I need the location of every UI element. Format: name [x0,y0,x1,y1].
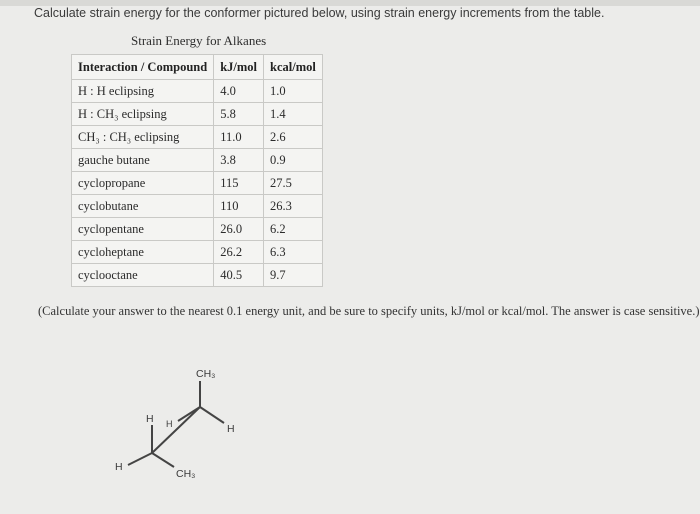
row-kj: 110 [214,195,264,218]
row-name: CH₃ : CH₃ eclipsing [72,126,214,149]
sawhorse-conformer-diagram [100,355,260,495]
column-header-kj: kJ/mol [214,55,264,80]
row-kcal: 6.2 [264,218,323,241]
row-kcal: 1.0 [264,80,323,103]
row-kcal: 27.5 [264,172,323,195]
row-name: cyclopentane [72,218,214,241]
row-kcal: 0.9 [264,149,323,172]
label-back-right-h: H [227,423,235,435]
bond-front-left [128,453,152,465]
label-front-left-h: H [115,461,123,473]
bond-front-right [152,453,174,467]
table-row [72,264,323,287]
table-header-row [72,55,323,80]
row-kcal: 1.4 [264,103,323,126]
table-row [72,80,323,103]
column-header-compound: Interaction / Compound [72,55,214,80]
row-kj: 40.5 [214,264,264,287]
row-kj: 5.8 [214,103,264,126]
bond-back-right [200,407,224,423]
table-row [72,103,323,126]
row-name: gauche butane [72,149,214,172]
row-name: cyclooctane [72,264,214,287]
row-name: cycloheptane [72,241,214,264]
row-kcal: 9.7 [264,264,323,287]
row-name: H : CH₃ eclipsing [72,103,214,126]
label-top-ch3: CH₃ [196,368,216,380]
column-header-kcal: kcal/mol [264,55,323,80]
row-name: H : H eclipsing [72,80,214,103]
row-kcal: 6.3 [264,241,323,264]
row-kj: 115 [214,172,264,195]
table-row [72,126,323,149]
table-row [72,149,323,172]
strain-energy-table [71,54,323,287]
bond-central [152,407,200,453]
row-kj: 3.8 [214,149,264,172]
instructions-note: (Calculate your answer to the nearest 0.1 energy unit, and be sure to specify units, kJ/mol or kcal/mol. The answer is case sensitive.) [38,304,700,318]
row-kcal: 2.6 [264,126,323,149]
label-bottom-ch3: CH₃ [176,468,196,480]
row-kj: 4.0 [214,80,264,103]
row-name: cyclopropane [72,172,214,195]
label-back-left-h: H [166,419,173,429]
table-row [72,241,323,264]
table-row [72,218,323,241]
table-row [72,195,323,218]
row-kcal: 26.3 [264,195,323,218]
label-front-up-h: H [146,413,154,425]
row-name: cyclobutane [72,195,214,218]
row-kj: 26.0 [214,218,264,241]
table-title: Strain Energy for Alkanes [131,33,267,48]
row-kj: 11.0 [214,126,264,149]
question-text: Calculate strain energy for the conformer pictured below, using strain energy increments from the table. [34,6,605,20]
table-row [72,172,323,195]
row-kj: 26.2 [214,241,264,264]
